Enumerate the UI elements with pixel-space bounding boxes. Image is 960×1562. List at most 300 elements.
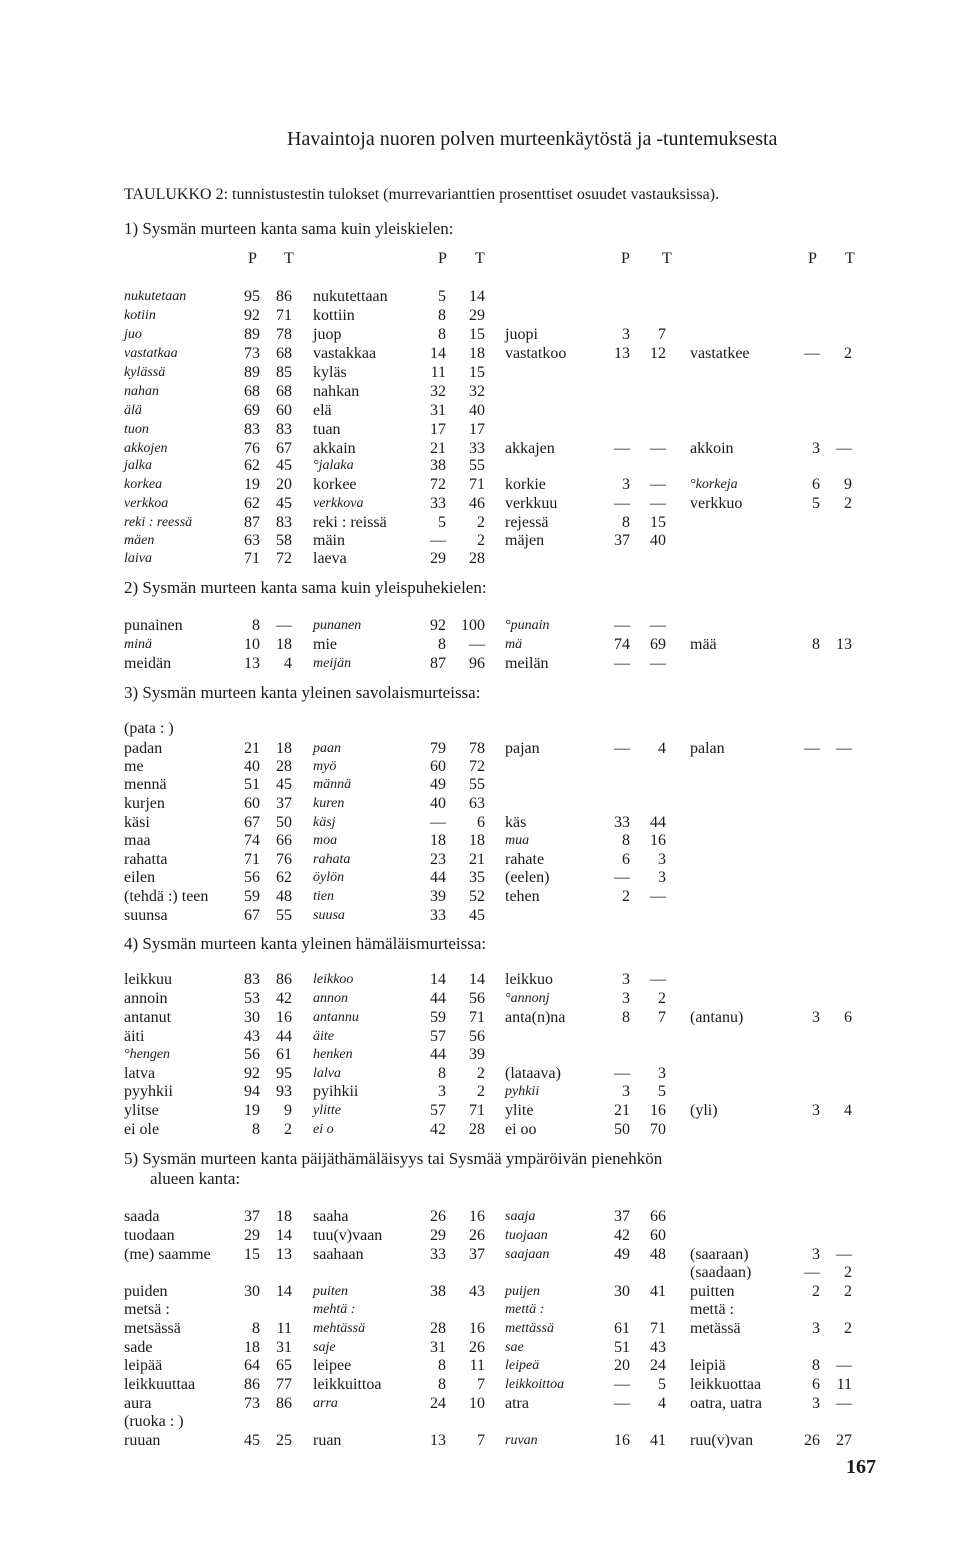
table-cell: — (650, 971, 666, 988)
table-cell: ylite (505, 1102, 534, 1119)
table-cell: 7 (477, 1376, 485, 1393)
table-cell: 8 (438, 1065, 446, 1082)
table-cell: 40 (430, 795, 446, 812)
table-cell: tuan (313, 421, 341, 438)
table-cell: 19 (244, 1102, 260, 1119)
table-cell: 60 (276, 402, 292, 419)
table-cell: 13 (836, 636, 852, 653)
table-cell: meilän (505, 655, 549, 672)
table-cell: 29 (244, 1227, 260, 1244)
table-cell: atra (505, 1395, 529, 1412)
table-cell: 71 (244, 550, 260, 567)
table-cell: 40 (244, 758, 260, 775)
table-cell: 8 (438, 307, 446, 324)
table-cell: 76 (276, 851, 292, 868)
table-cell: 50 (276, 814, 292, 831)
table-cell: 55 (469, 457, 485, 474)
table-cell: myö (313, 759, 337, 774)
table-cell: 2 (812, 1283, 820, 1300)
table-cell: antanut (124, 1009, 172, 1026)
table-cell: leipee (313, 1357, 352, 1374)
column-head: P (808, 250, 817, 267)
table-cell: 87 (430, 655, 446, 672)
table-cell: verkkoa (124, 496, 169, 511)
table-cell: 43 (650, 1339, 666, 1356)
table-cell: 59 (244, 888, 260, 905)
table-cell: 2 (844, 345, 852, 362)
table-cell: männä (313, 777, 352, 792)
table-cell: 9 (844, 476, 852, 493)
table-cell: mettässä (505, 1321, 554, 1336)
table-cell: meijän (313, 656, 352, 671)
table-cell: 11 (430, 364, 446, 381)
table-cell: 37 (244, 1208, 260, 1225)
table-cell: 16 (469, 1320, 485, 1337)
table-cell: 33 (430, 907, 446, 924)
table-cell: 3 (812, 1395, 820, 1412)
table-cell: 14 (469, 971, 485, 988)
table-cell: äiti (124, 1028, 145, 1045)
table-cell: 37 (276, 795, 292, 812)
table-cell: — (614, 1395, 630, 1412)
table-cell: 2 (844, 1283, 852, 1300)
table-cell: rahate (505, 851, 545, 868)
table-cell: 55 (276, 907, 292, 924)
table-cell: — (650, 655, 666, 672)
table-cell: 61 (614, 1320, 630, 1337)
table-cell: 56 (469, 1028, 485, 1045)
table-cell: maa (124, 832, 151, 849)
table-cell: 8 (438, 1376, 446, 1393)
table-cell: 27 (836, 1432, 852, 1449)
table-cell: 13 (276, 1246, 292, 1263)
table-cell: saahaan (313, 1246, 364, 1263)
table-cell: 43 (244, 1028, 260, 1045)
table-cell: ylitte (313, 1103, 341, 1118)
table-cell: 5 (658, 1376, 666, 1393)
table-cell: 3 (658, 851, 666, 868)
table-cell: korkea (124, 477, 163, 492)
table-cell: 8 (252, 1121, 260, 1138)
table-cell: annon (313, 991, 348, 1006)
table-cell: 3 (812, 440, 820, 457)
table-cell: kyläs (313, 364, 347, 381)
table-cell: 17 (430, 421, 446, 438)
table-cell: metsässä (124, 1320, 181, 1337)
table-cell: 94 (244, 1083, 260, 1100)
table-cell: 93 (276, 1083, 292, 1100)
table-cell: — (276, 617, 292, 634)
table-cell: 3 (812, 1102, 820, 1119)
table-cell: 14 (276, 1227, 292, 1244)
table-cell: 18 (276, 1208, 292, 1225)
table-cell: 8 (812, 1357, 820, 1374)
table-cell: 30 (614, 1283, 630, 1300)
table-cell: °jalaka (313, 458, 354, 473)
table-cell: verkkuo (690, 495, 743, 512)
table-cell: — (614, 655, 630, 672)
table-cell: 26 (430, 1208, 446, 1225)
section-3-title: 3) Sysmän murteen kanta yleinen savolaismurteissa: (124, 683, 481, 702)
table-cell: 13 (430, 1432, 446, 1449)
table-cell: 67 (276, 440, 292, 457)
table-cell: — (650, 476, 666, 493)
table-cell: tuodaan (124, 1227, 175, 1244)
table-cell: metsä : (124, 1301, 170, 1318)
table-cell: (antanu) (690, 1009, 744, 1026)
table-cell: 6 (477, 814, 485, 831)
table-cell: tien (313, 889, 334, 904)
table-cell: leikkuittoa (313, 1376, 382, 1393)
table-cell: leikkuuttaa (124, 1376, 196, 1393)
table-cell: tehen (505, 888, 540, 905)
table-cell: (saadaan) (690, 1264, 752, 1281)
table-cell: 2 (477, 514, 485, 531)
table-cell: 74 (244, 832, 260, 849)
table-cell: 3 (812, 1320, 820, 1337)
table-cell: kottiin (313, 307, 355, 324)
table-cell: — (650, 617, 666, 634)
table-cell: — (430, 532, 446, 549)
table-cell: — (430, 814, 446, 831)
table-cell: 13 (244, 655, 260, 672)
table-cell: 48 (650, 1246, 666, 1263)
table-cell: 41 (650, 1432, 666, 1449)
table-cell: pyyhkii (124, 1083, 173, 1100)
table-cell: 86 (276, 288, 292, 305)
table-cell: nukutetaan (124, 289, 187, 304)
table-cell: 87 (244, 514, 260, 531)
table-cell: antannu (313, 1010, 359, 1025)
table-cell: kylässä (124, 365, 166, 380)
table-cell: — (836, 740, 852, 757)
table-cell: käsi (124, 814, 150, 831)
table-cell: 24 (650, 1357, 666, 1374)
table-cell: 21 (614, 1102, 630, 1119)
table-cell: 37 (614, 532, 630, 549)
table-cell: 3 (622, 1083, 630, 1100)
table-cell: 8 (622, 1009, 630, 1026)
table-cell: (ruoka : ) (124, 1413, 184, 1430)
table-cell: mua (505, 833, 530, 848)
table-cell: 20 (276, 476, 292, 493)
table-cell: padan (124, 740, 163, 757)
table-cell: 18 (469, 345, 485, 362)
table-cell: °hengen (124, 1047, 171, 1062)
table-cell: 25 (276, 1432, 292, 1449)
table-cell: 76 (244, 440, 260, 457)
table-cell: 100 (461, 617, 485, 634)
table-cell: 95 (244, 288, 260, 305)
table-cell: 60 (650, 1227, 666, 1244)
table-cell: 26 (804, 1432, 820, 1449)
table-cell: 62 (244, 495, 260, 512)
running-header: Havaintoja nuoren polven murteenkäytöstä ja -tuntemuksesta (287, 128, 778, 150)
table-cell: 68 (244, 383, 260, 400)
table-cell: me (124, 758, 144, 775)
table-cell: (tehdä :) teen (124, 888, 209, 905)
table-cell: 51 (244, 776, 260, 793)
table-cell: 2 (622, 888, 630, 905)
table-cell: 86 (244, 1376, 260, 1393)
table-cell: 30 (244, 1009, 260, 1026)
table-cell: metässä (690, 1320, 741, 1337)
table-cell: mettä : (690, 1301, 734, 1318)
table-cell: korkie (505, 476, 546, 493)
table-cell: tuojaan (505, 1228, 548, 1243)
table-cell: 86 (276, 1395, 292, 1412)
table-cell: 3 (622, 990, 630, 1007)
table-cell: 40 (650, 532, 666, 549)
table-cell: 58 (276, 532, 292, 549)
table-cell: vastatkaa (124, 346, 178, 361)
table-cell: 66 (276, 832, 292, 849)
table-cell: 45 (276, 457, 292, 474)
table-cell: 61 (276, 1046, 292, 1063)
table-cell: 71 (469, 1102, 485, 1119)
table-cell: punainen (124, 617, 183, 634)
table-cell: 46 (469, 495, 485, 512)
table-cell: 29 (430, 1227, 446, 1244)
table-cell: 4 (658, 1395, 666, 1412)
table-cell: aura (124, 1395, 152, 1412)
table-cell: 3 (622, 971, 630, 988)
table-cell: 60 (430, 758, 446, 775)
table-cell: 92 (244, 307, 260, 324)
table-cell: mää (690, 636, 717, 653)
table-cell: 20 (614, 1357, 630, 1374)
table-cell: öylön (313, 870, 345, 885)
table-cell: akkojen (124, 441, 168, 456)
table-cell: 15 (469, 364, 485, 381)
table-cell: nukutettaan (313, 288, 388, 305)
table-cell: 49 (430, 776, 446, 793)
column-head: P (248, 250, 257, 267)
table-cell: 14 (430, 345, 446, 362)
table-cell: reki : reessä (124, 515, 193, 530)
table-cell: 39 (430, 888, 446, 905)
table-cell: 44 (650, 814, 666, 831)
table-cell: — (650, 495, 666, 512)
table-cell: 19 (244, 476, 260, 493)
table-cell: 16 (469, 1208, 485, 1225)
table-cell: 40 (469, 402, 485, 419)
table-cell: 6 (844, 1009, 852, 1026)
table-cell: minä (124, 637, 152, 652)
table-cell: 37 (614, 1208, 630, 1225)
table-cell: 33 (469, 440, 485, 457)
table-cell: 9 (284, 1102, 292, 1119)
table-cell: saje (313, 1340, 336, 1355)
table-cell: 14 (469, 288, 485, 305)
table-cell: 8 (252, 1320, 260, 1337)
table-cell: rejessä (505, 514, 549, 531)
table-cell: leipää (124, 1357, 163, 1374)
table-cell: 68 (276, 345, 292, 362)
table-caption (124, 186, 719, 204)
table-cell: (pata : ) (124, 720, 174, 737)
table-cell: 72 (430, 476, 446, 493)
table-cell: älä (124, 403, 142, 418)
table-cell: saaha (313, 1208, 349, 1225)
column-head: T (284, 250, 294, 267)
table-cell: kuren (313, 796, 345, 811)
table-cell: 18 (276, 636, 292, 653)
table-cell: 71 (469, 1009, 485, 1026)
table-cell: 11 (276, 1320, 292, 1337)
table-cell: 49 (614, 1246, 630, 1263)
table-cell: 31 (276, 1339, 292, 1356)
table-cell: 7 (658, 1009, 666, 1026)
table-cell: 56 (244, 1046, 260, 1063)
table-cell: 10 (469, 1395, 485, 1412)
column-head: T (662, 250, 672, 267)
table-cell: laeva (313, 550, 347, 567)
table-cell: nahkan (313, 383, 360, 400)
table-cell: 2 (477, 532, 485, 549)
table-cell: 4 (658, 740, 666, 757)
table-cell: ei ole (124, 1121, 160, 1138)
table-cell: 28 (469, 1121, 485, 1138)
table-cell: 73 (244, 1395, 260, 1412)
section-5-title: 5) Sysmän murteen kanta päijäthämäläisyys tai Sysmää ympäröivän pienehkön (124, 1149, 663, 1168)
table-cell: 41 (650, 1283, 666, 1300)
table-cell: 18 (469, 832, 485, 849)
table-cell: 53 (244, 990, 260, 1007)
table-cell: 71 (650, 1320, 666, 1337)
table-cell: (me) saamme (124, 1246, 211, 1263)
table-cell: 42 (430, 1121, 446, 1138)
table-cell: mäin (313, 532, 345, 549)
table-cell: vastakkaa (313, 345, 377, 362)
table-cell: 44 (430, 990, 446, 1007)
table-cell: — (804, 345, 820, 362)
table-cell: 8 (252, 617, 260, 634)
section-2-title: 2) Sysmän murteen kanta sama kuin yleispuhekielen: (124, 578, 487, 597)
table-cell: vastatkoo (505, 345, 567, 362)
table-cell: kurjen (124, 795, 165, 812)
table-cell: 16 (614, 1432, 630, 1449)
table-cell: 43 (469, 1283, 485, 1300)
table-cell: 11 (469, 1357, 485, 1374)
table-cell: — (614, 617, 630, 634)
table-cell: 24 (430, 1395, 446, 1412)
table-cell: eilen (124, 869, 156, 886)
table-cell: 28 (276, 758, 292, 775)
table-cell: 48 (276, 888, 292, 905)
table-cell: 14 (430, 971, 446, 988)
table-cell: 3 (438, 1083, 446, 1100)
table-cell: 71 (244, 851, 260, 868)
table-cell: mehtässä (313, 1321, 366, 1336)
table-cell: 16 (650, 832, 666, 849)
table-cell: 78 (276, 326, 292, 343)
table-cell: 57 (430, 1028, 446, 1045)
table-cell: leipeä (505, 1358, 540, 1373)
table-cell: ruu(v)van (690, 1432, 754, 1449)
caption-text: tunnistustestin tulokset (murrevarianttien prosenttiset osuudet vastauksissa). (232, 186, 720, 203)
table-cell: — (614, 869, 630, 886)
table-cell: 56 (469, 990, 485, 1007)
table-cell: 3 (812, 1246, 820, 1263)
table-cell: 3 (812, 1009, 820, 1026)
table-cell: rahata (313, 852, 351, 867)
table-cell: moa (313, 833, 338, 848)
table-cell: 72 (469, 758, 485, 775)
table-cell: äite (313, 1029, 334, 1044)
table-cell: 12 (650, 345, 666, 362)
table-cell: käs (505, 814, 527, 831)
table-cell: 67 (244, 907, 260, 924)
table-cell: 4 (284, 655, 292, 672)
table-cell: 15 (244, 1246, 260, 1263)
table-cell: (lataava) (505, 1065, 561, 1082)
table-cell: 63 (244, 532, 260, 549)
table-cell: arra (313, 1396, 338, 1411)
table-cell: akkoin (690, 440, 734, 457)
table-cell: 64 (244, 1357, 260, 1374)
table-cell: 71 (469, 476, 485, 493)
table-cell: 14 (276, 1283, 292, 1300)
table-cell: 42 (276, 990, 292, 1007)
table-cell: 33 (430, 1246, 446, 1263)
table-cell: sae (505, 1340, 524, 1355)
table-cell: 5 (812, 495, 820, 512)
table-cell: 71 (276, 307, 292, 324)
table-cell: 45 (276, 495, 292, 512)
table-cell: °punain (505, 618, 550, 633)
table-cell: suusa (313, 908, 345, 923)
table-cell: 3 (658, 1065, 666, 1082)
table-cell: oatra, uatra (690, 1395, 762, 1412)
table-cell: 33 (430, 495, 446, 512)
table-cell: 45 (244, 1432, 260, 1449)
table-cell: 6 (622, 851, 630, 868)
table-cell: 74 (614, 636, 630, 653)
table-cell: laiva (124, 551, 152, 566)
section-1-title: 1) Sysmän murteen kanta sama kuin yleiskielen: (124, 219, 454, 238)
table-cell: 51 (614, 1339, 630, 1356)
table-cell: anta(n)na (505, 1009, 566, 1026)
table-cell: 68 (276, 383, 292, 400)
table-cell: 26 (469, 1339, 485, 1356)
table-cell: 67 (244, 814, 260, 831)
table-cell: 18 (244, 1339, 260, 1356)
table-cell: 2 (844, 1264, 852, 1281)
table-cell: 8 (438, 1357, 446, 1374)
table-cell: latva (124, 1065, 156, 1082)
table-cell: 5 (658, 1083, 666, 1100)
table-cell: 83 (244, 421, 260, 438)
table-cell: verkkova (313, 496, 364, 511)
table-cell: 83 (244, 971, 260, 988)
table-cell: ei oo (505, 1121, 537, 1138)
table-cell: 6 (812, 476, 820, 493)
table-cell: °annonj (505, 991, 550, 1006)
table-cell: 29 (469, 307, 485, 324)
table-cell: rahatta (124, 851, 168, 868)
table-cell: 3 (622, 476, 630, 493)
table-cell: 32 (430, 383, 446, 400)
table-cell: pyihkii (313, 1083, 359, 1100)
table-cell: 89 (244, 326, 260, 343)
table-cell: — (650, 888, 666, 905)
column-head: T (845, 250, 855, 267)
table-cell: 30 (244, 1283, 260, 1300)
table-cell: 73 (244, 345, 260, 362)
table-cell: 44 (430, 1046, 446, 1063)
table-cell: leikkuottaa (690, 1376, 762, 1393)
